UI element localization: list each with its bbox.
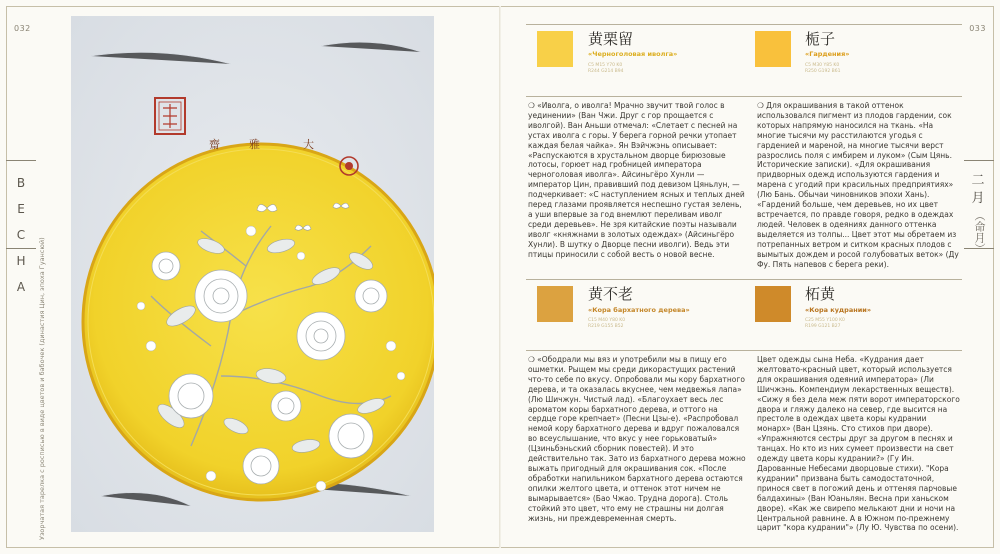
right-margin-rule-top (964, 160, 994, 161)
color-swatch-1 (537, 31, 573, 67)
entry-4-hanzi: 柘黄 (805, 285, 836, 303)
page-number-right: 033 (969, 24, 986, 33)
entry-3-russian-name: «Кора бархатного дерева» (588, 306, 690, 314)
month-label: 二 月 （命月） (971, 173, 986, 254)
entry-1-description: ❍ «Иволга, о иволга! Мрачно звучит твой голос в уединении» (Ван Чжи. Друг с гор прощается с иволгой). Ван Аньши отмечал: «Слетает с песней на устах иволга с горы. У берега горной речки утопает каждая белая чайка». Ян Вэйчжэнь описывает: «Распускаются в хрустальном дворце бирюзовые лотосы, горюет над гробницей императора черноголовая иволга». Айсиньгёро Хунли — император Цин, правивший под девизом Цяньлун, — подчеркивает: «С наступлением ясных и теплых дней перед глазами проявляется неспешно густая зелень, а уши впервые за год внемлют переливам иволг среди деревьев». Не зря китайские поэты называли иволг «княжнами в золотых одеждах» (Айсиньгёро Хунли). В шутку о Дворце песни иволги). Ведь эти птицы приносили с собой весть о новой весне. (528, 101, 745, 259)
artwork-caption: Узорчатая тарелка с росписью в виде цветов и бабочек (династия Цин, эпоха Гуансюй) (38, 237, 46, 540)
entry-4-russian-name: «Кора кудрании» (805, 306, 872, 314)
inscription-char-1: 齋 (209, 138, 220, 151)
entry-4-top-rule (752, 279, 962, 280)
entry-1-mid-rule (526, 96, 752, 97)
plate-artwork (71, 16, 434, 532)
season-label: В Е С Н А (16, 176, 26, 294)
color-swatch-4 (755, 286, 791, 322)
entry-4-mid-rule (752, 350, 962, 351)
entry-2-russian-name: «Гардения» (805, 50, 850, 58)
entry-4-color-codes: C25 M55 Y100 K0 R199 G121 B27 (805, 318, 845, 329)
entry-2-top-rule (752, 24, 962, 25)
book-spine (499, 6, 501, 548)
entry-3-mid-rule (526, 350, 752, 351)
entry-2-mid-rule (752, 96, 962, 97)
month-sub-label: （命月） (973, 210, 986, 254)
entry-1-hanzi: 黄栗留 (588, 30, 634, 48)
entry-3-hanzi: 黄不老 (588, 285, 634, 303)
entry-3-top-rule (526, 279, 752, 280)
entry-1-color-codes: C5 M15 Y70 K0 R244 G214 B94 (588, 63, 624, 74)
entry-3-description: ❍ «Ободрали мы вяз и употребили мы в пищу его ошметки. Рыщем мы среди дикорастущих растений что-то себе по вкусу. Опробовали мы кору бархатного дерева, и та оказалась вкуснее, чем медвежья лапа» (Лю Шичжун. Чистый лад). «Благоухает весь лес ароматом коры бархатного дерева, и оттого на сердце горе крепчает» (Песни Цзы-е). «Распробовал немой кору бархатного дерева и вдруг пожаловался во всеуслышание, что вкус у нее горьковатый» (Цзиньбэньский сборник повестей). И это действительно так. Зато из бархатного дерева можно выжать пригодный для окрашивания сок. «После обработки напильником бархатного дерева остаются опилки желтого цвета, и оттенок этот ничем не вымарывается» (Бао Чжао. Трудна дорога). Столь стойкий это цвет, что ему не страшны ни долгая жизнь, ни преждевременная смерть. (528, 355, 746, 523)
color-swatch-2 (755, 31, 791, 67)
entry-4-description: Цвет одежды сына Неба. «Кудрания дает желтовато-красный цвет, который используется для окрашивания одеяний императора» (Ли Шичжэнь. Компендиум лекарственных веществ). «Сижу я без дела меж пяти ворот императорского двора и гляжу далеко на север, где высится на престоле в одеждах цвета коры кудрании монарх» (Ван Цзянь. Сто стихов при дворе). «Упражняются сестры друг за другом в песнях и танцах. Но кто из них сумеет произвести на свет одежду цвета коры кудрании?» (Гу Ин. Дарованные Небесами дворцовые стихи). "Кора кудрании" призвана быть самодостаточной, принося свет в погожий день и оттеняя парчовые балдахины» (Ван Юаньлян. Весна при ханьском дворе). «Как же свирепо мелькают дни и ночи на Центральной равнине. А в Южном по-прежнему царит "кора кудрании"» (Лу Ю. Чувства по осени). (757, 355, 960, 533)
entry-3-color-codes: C15 M40 Y80 K0 R219 G155 B52 (588, 318, 626, 329)
inscription-char-3: 大 (303, 138, 314, 151)
page-number-left: 032 (14, 24, 31, 33)
entry-2-color-codes: C5 M30 Y85 K0 R250 G192 B61 (805, 63, 841, 74)
plate-illustration (71, 16, 434, 532)
left-margin-rule-top (6, 160, 36, 161)
color-swatch-3 (537, 286, 573, 322)
entry-2-description: ❍ Для окрашивания в такой оттенок использовался пигмент из плодов гардении, сок которых напрямую наносился на ткань. «На многие тысячи му расстилаются угодья с гарденией и мареной, на многие тысячи верст разрослись поля с имбирем и луком» (Сым Цянь. Исторические записки). «Для окрашивания придворных одежд используются гардения и марена с угодий при красильных предприятиях» (Лю Бань. Обычаи чиновников эпохи Хань). «Гардений больше, чем деревьев, но их цвет встречается, по правде говоря, редко в одеждах людей. Человек в одеяниях данного оттенка выделяется из толпы... Цвет этот мы обретаем из потрепанных ветром и ситком красных плодов с вымытых дождем и росой голубоватых веток» (Ду Фу. Пять напевов с берега реки). (757, 101, 959, 269)
entry-1-russian-name: «Черноголовая иволга» (588, 50, 678, 58)
entry-1-top-rule (526, 24, 752, 25)
inscription-char-2: 雅 (249, 138, 260, 151)
entry-2-hanzi: 栀子 (805, 30, 836, 48)
